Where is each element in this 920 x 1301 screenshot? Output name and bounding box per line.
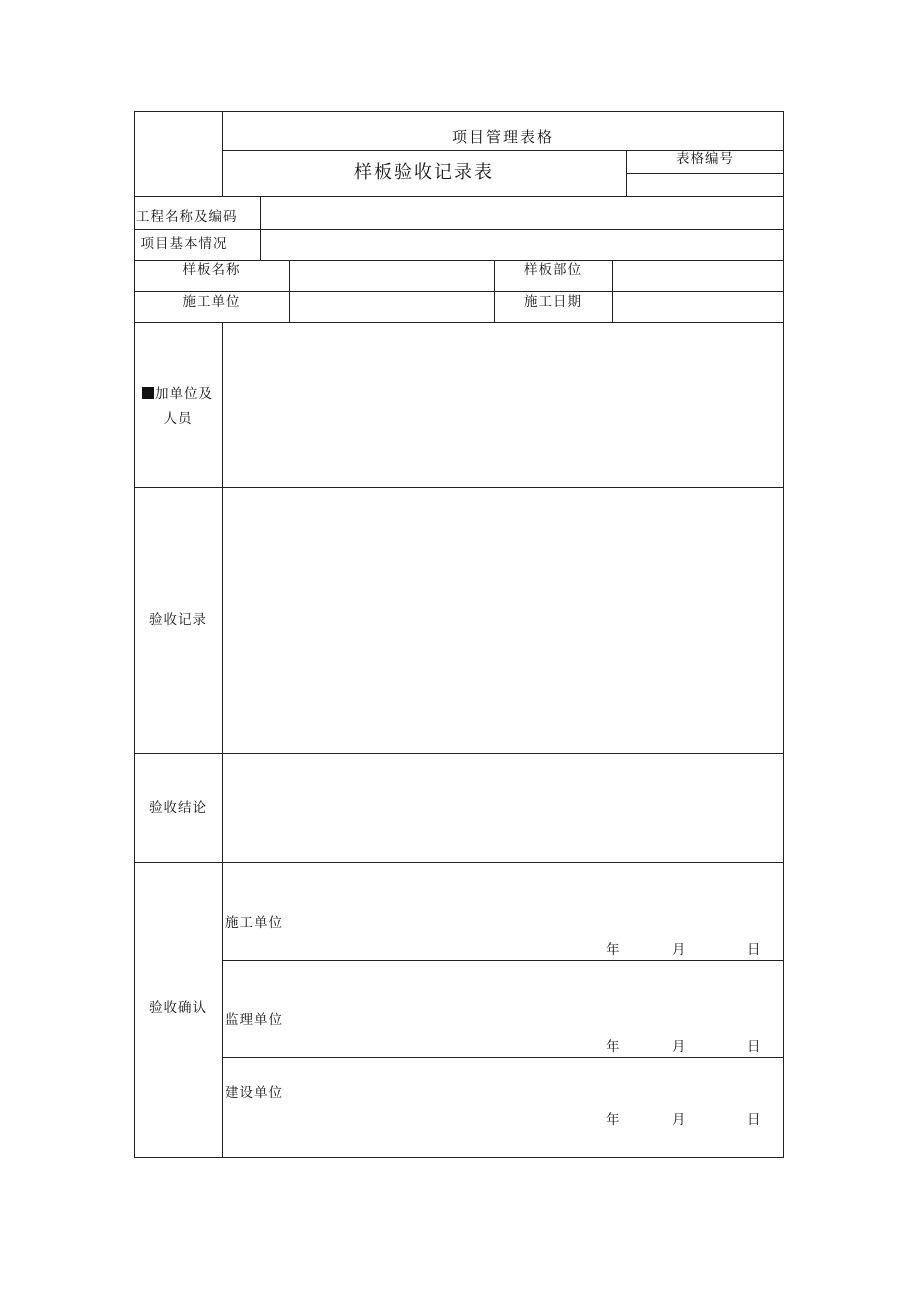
project-basic-info-label: 项目基本情况 xyxy=(140,236,228,252)
row-divider-3 xyxy=(134,291,784,292)
sample-part-label: 样板部位 xyxy=(524,262,582,278)
confirm-owner-year: 年 xyxy=(606,1112,621,1128)
row-divider-1 xyxy=(134,229,784,230)
row-divider-2 xyxy=(134,260,784,261)
section-label-divider xyxy=(222,322,223,1158)
confirm-contractor-year: 年 xyxy=(606,942,621,958)
header-bottom xyxy=(134,196,784,197)
form-number-label: 表格编号 xyxy=(676,151,734,167)
confirm-owner-label: 建设单位 xyxy=(225,1085,283,1101)
record-bottom xyxy=(134,753,784,754)
logo-cell-divider xyxy=(222,111,223,196)
confirm-contractor-month: 月 xyxy=(672,942,687,958)
record-label: 验收记录 xyxy=(149,612,207,628)
participants-label-text: 加单位及 xyxy=(155,386,213,402)
border-top xyxy=(134,111,784,112)
confirm-contractor-label: 施工单位 xyxy=(225,915,283,931)
confirmation-divider-2 xyxy=(222,1057,784,1058)
contractor-label: 施工单位 xyxy=(182,294,241,310)
confirm-owner-month: 月 xyxy=(672,1112,687,1128)
sample-name-label: 样板名称 xyxy=(182,262,241,278)
conclusion-bottom xyxy=(134,862,784,863)
confirm-supervisor-day: 日 xyxy=(747,1039,762,1055)
project-name-code-label: 工程名称及编码 xyxy=(136,209,238,225)
row-divider-4 xyxy=(134,322,784,323)
border-bottom xyxy=(134,1157,784,1158)
acceptance-form xyxy=(134,111,784,1158)
confirmation-label: 验收确认 xyxy=(149,1000,207,1016)
confirm-supervisor-label: 监理单位 xyxy=(225,1012,283,1028)
form-category: 项目管理表格 xyxy=(451,128,554,146)
conclusion-label: 验收结论 xyxy=(149,800,207,816)
form-no-split xyxy=(626,173,784,174)
confirm-owner-day: 日 xyxy=(747,1112,762,1128)
participants-label-line1 xyxy=(142,387,213,402)
confirmation-divider-1 xyxy=(222,960,784,961)
project-label-divider xyxy=(260,196,261,260)
border-left xyxy=(134,111,135,1158)
confirm-supervisor-month: 月 xyxy=(672,1039,687,1055)
form-title: 样板验收记录表 xyxy=(354,162,494,183)
participants-label-line2: 人员 xyxy=(163,411,193,427)
participants-bottom xyxy=(134,487,784,488)
confirm-supervisor-year: 年 xyxy=(606,1039,621,1055)
border-right xyxy=(783,111,784,1158)
confirm-contractor-day: 日 xyxy=(747,942,762,958)
redaction-mark xyxy=(142,387,154,399)
construction-date-label: 施工日期 xyxy=(524,294,582,310)
